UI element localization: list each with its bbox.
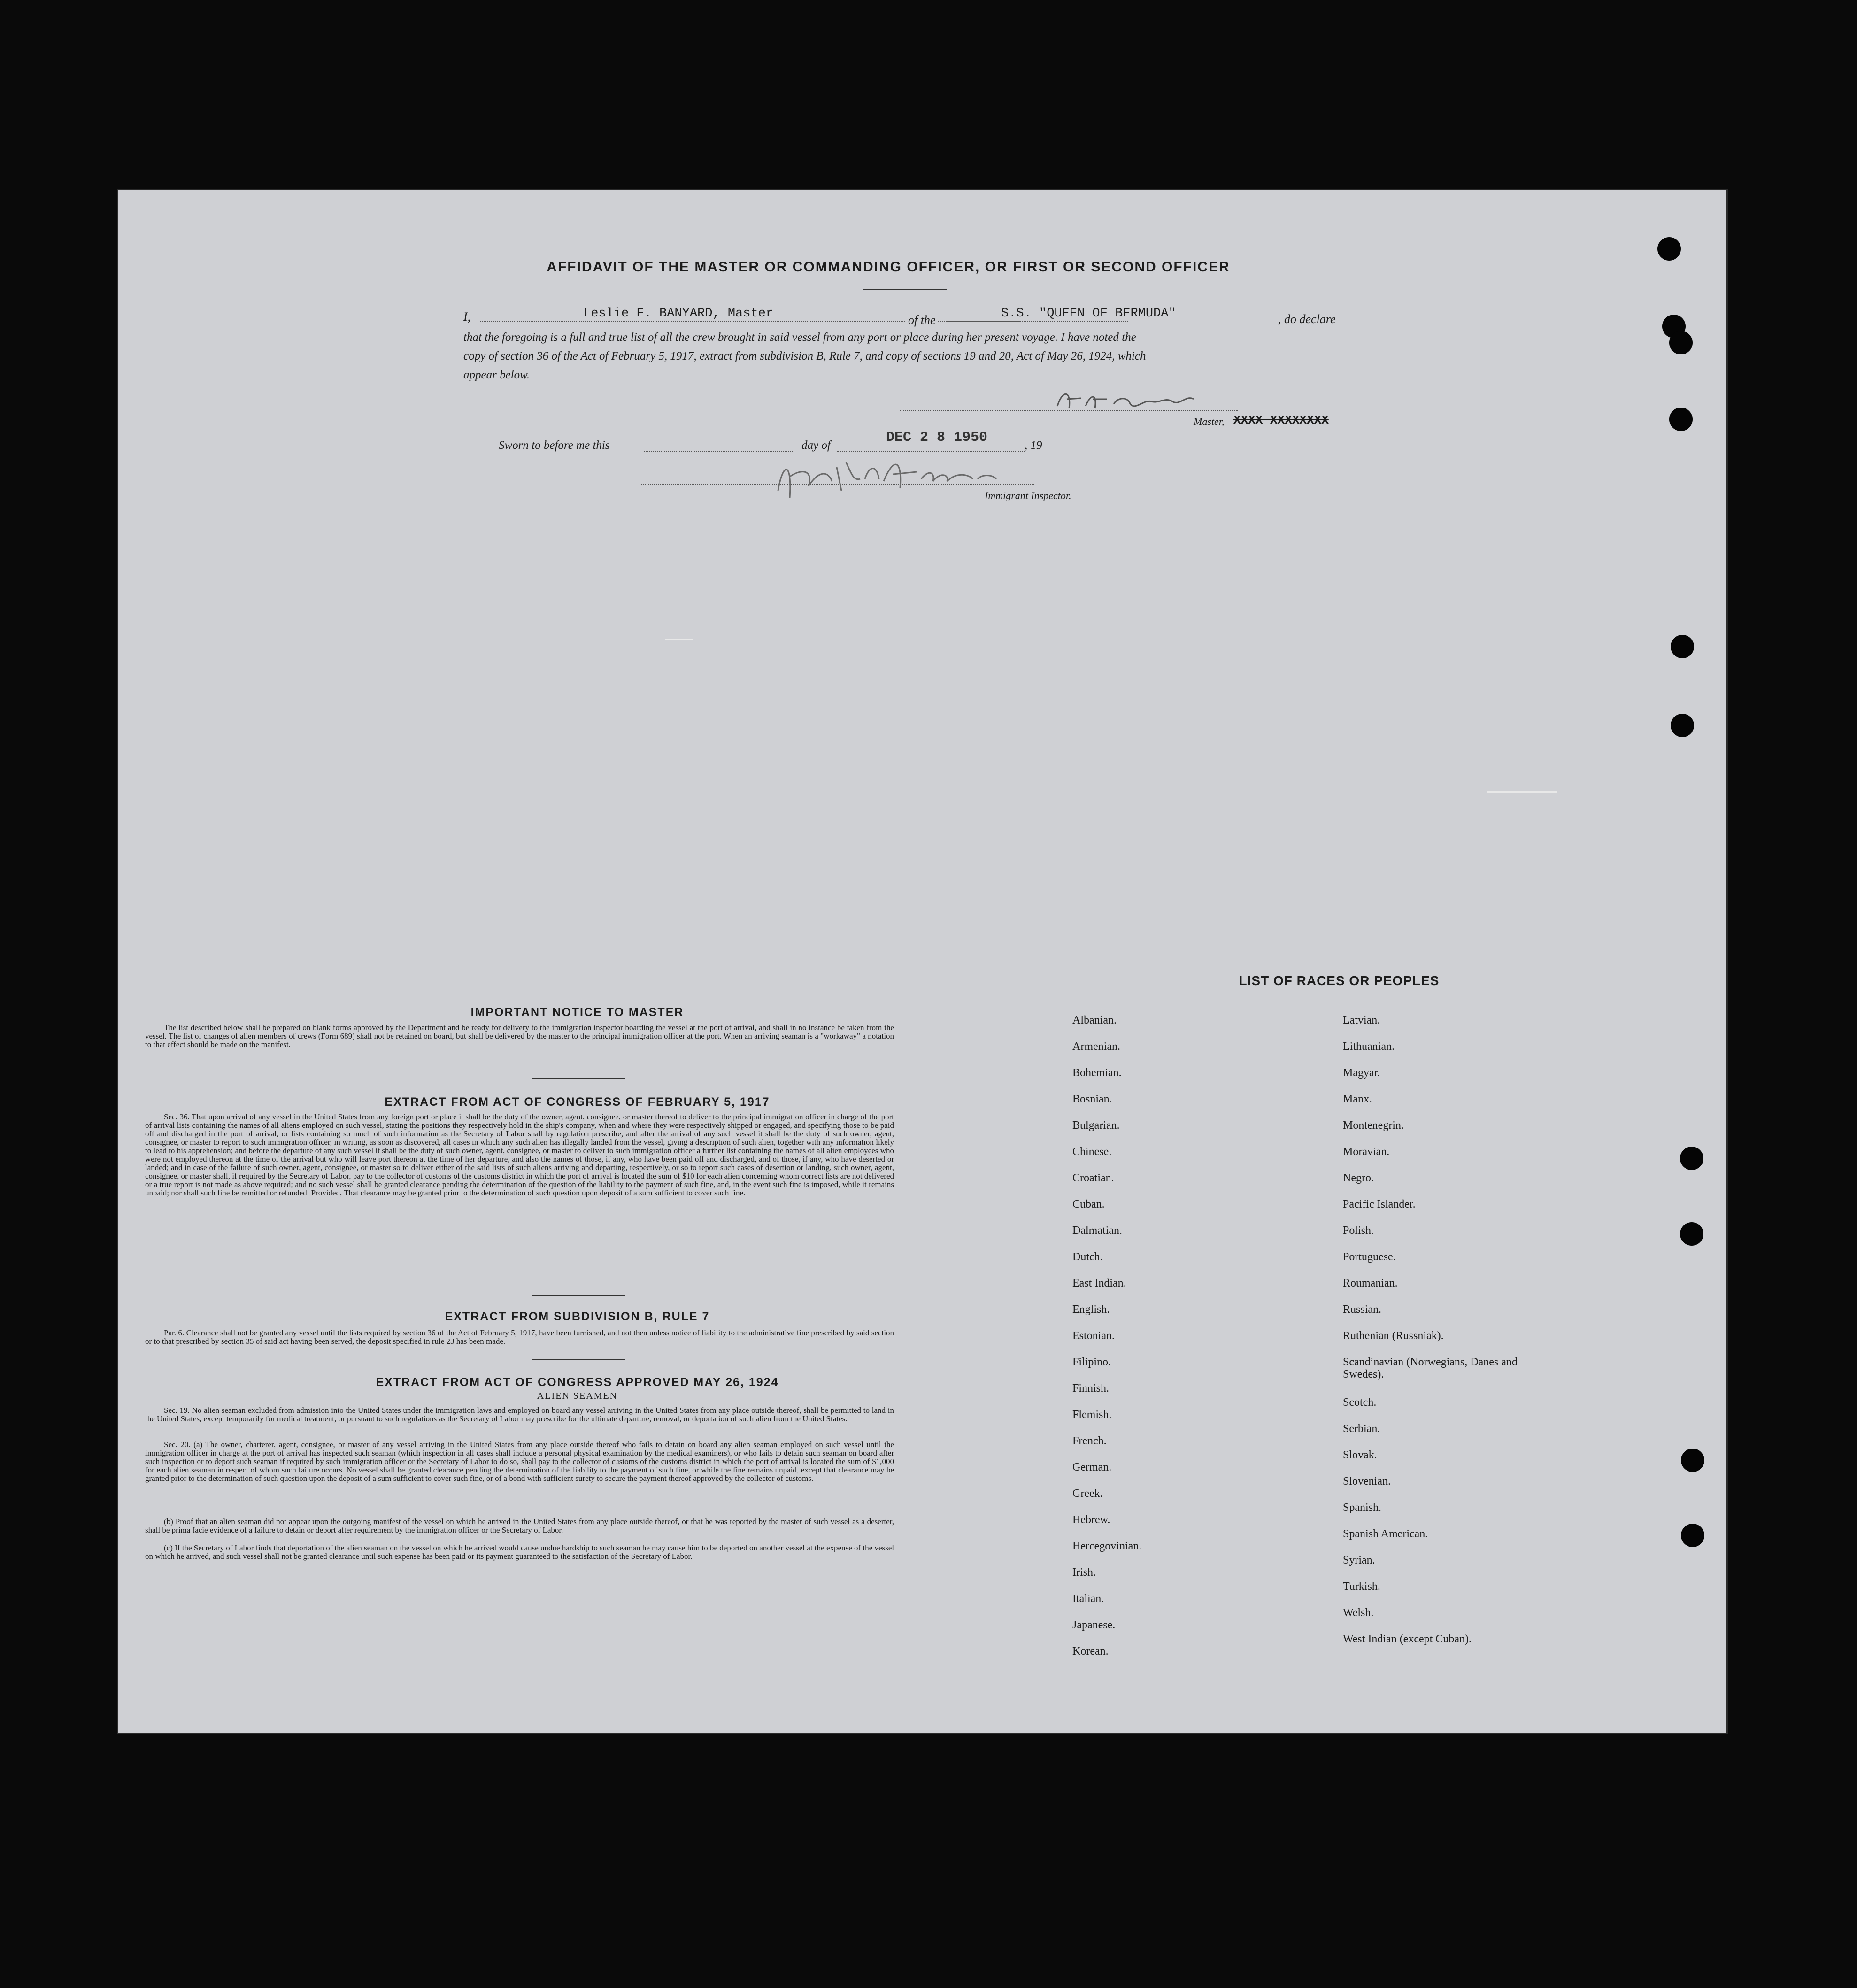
punch-hole (1669, 331, 1693, 354)
master-signature (1053, 385, 1203, 418)
race-item: Japanese. (1072, 1619, 1116, 1631)
race-item: Estonian. (1072, 1330, 1115, 1342)
alien-seamen-subtitle: ALIEN SEAMEN (537, 1391, 618, 1401)
race-item: Lithuanian. (1343, 1040, 1395, 1053)
extract-1917-body: Sec. 36. That upon arrival of any vessel in the United States from any foreign port or place it shall be the duty of the owner, agent, consignee, or master thereof to deliver to the principal immigration officer in charge of the port of arrival lists containing the names of all aliens employed on such vessel, stating the positions they respectively hold in the ship's company, when and where they were respectively shipped or engaged, and specifying those to be paid off and discharged in the port of arrival; or lists containing so much of such information as the Secretary of Labor shall by regulation prescribe; and after the arrival of any such vessel it shall be the duty of such owner, agent, consignee, or master to report to such immigration officer, in writing, as soon as discovered, all cases in which any such alien has illegally landed from the vessel, giving a description of such alien, together with any information likely to lead to his apprehension; and before the departure of any such vessel it shall be the duty of such owner, agent, consignee, or master to deliver to such immigration officer a further list containing the names of all alien employees who were not employed thereon at the time of the arrival but who will leave port thereon at the time of her departure, and also the names of those, if any, who have been paid off and discharged, and of those, if any, who have deserted or landed; and in case of the failure of such owner, agent, consignee, or master so to deliver either of the said lists of such aliens arriving and departing, respectively, or so to report such cases of desertion or landing, such owner, agent, consignee, or master shall, if required by the Secretary of Labor, pay to the collector of customs of the customs district in which the port of arrival is located the sum of $10 for each alien concerning whom correct lists are not delivered or a true report is not made as above required; and no such vessel shall be granted clearance pending the determination of the question of the liability to the payment of such fine, and, in the event such fine is imposed, while it remains unpaid; nor shall such fine be remitted or refunded: Provided, That clearance may be granted prior to the determination of such question upon deposit of a sum sufficient to cover such fine. (145, 1112, 894, 1197)
document-page (118, 190, 1726, 1733)
race-item: Turkish. (1343, 1580, 1380, 1593)
race-item: West Indian (except Cuban). (1343, 1633, 1472, 1645)
sec19-body: Sec. 19. No alien seaman excluded from admission into the United States under the immigration laws and employed on board any vessel arriving in the United States from any place outside thereof, shall be permitted to land in the United States, except temporarily for medical treatment, or pursuant to such regulations as the Secretary of Labor may prescribe for the ultimate departure, removal, or deportation of such alien from the United States. (145, 1406, 894, 1423)
sec20c-body: (c) If the Secretary of Labor finds that deportation of the alien seaman on the vessel on which he arrived would cause undue hardship to such seaman he may cause him to be deported on another vessel at the expense of the vessel on which he arrived, and such vessel shall not be granted clearance until such expense has been paid or its payment guaranteed to the satisfaction of the Secretary of Labor. (145, 1543, 894, 1561)
race-item: French. (1072, 1435, 1107, 1447)
sec20a-body: Sec. 20. (a) The owner, charterer, agent, consignee, or master of any vessel arriving in the United States from any place outside thereof who fails to detain on board any alien seaman employed on such vessel until the immigration officer in charge at the port of arrival has inspected such seaman (which inspection in all cases shall include a personal physical examination by the medical examiners), or who fails to detain such seaman on board after such inspection or to deport such seaman if required by such immigration officer or the Secretary of Labor to do so, shall pay to the collector of customs of the customs district in which the port of arrival is located the sum of $1,000 for each alien seaman in respect of whom such failure occurs. No vessel shall be granted clearance pending the determination of the liability to the payment of such fine, or while the fine remains unpaid, except that clearance may be granted prior to the determination of such question upon the deposit of a sum sufficient to cover such fine, or of a bond with sufficient surety to secure the payment thereof approved by the collector of customs. (145, 1440, 894, 1483)
race-item: Manx. (1343, 1093, 1372, 1105)
notice-body: The list described below shall be prepared on blank forms approved by the Department and be ready for delivery to the immigration inspector boarding the vessel at the port of arrival, and shall in no instance be taken from the vessel. The list of changes of alien members of crews (Form 689) shall not be retained on board, but shall be delivered by the master to the principal immigration officer at the port. When an arriving seaman is a "workaway" a notation to that effect should be made on the manifest. (145, 1023, 894, 1049)
affidavit-line-3: appear below. (463, 369, 530, 381)
affidavit-line-1: that the foregoing is a full and true list of all the crew brought in said vessel from any port or place during her present voyage. I have noted the (463, 331, 1136, 344)
race-item: Italian. (1072, 1593, 1104, 1605)
race-item: Scandinavian (Norwegians, Danes and Swedes). (1343, 1356, 1518, 1380)
race-item: Dutch. (1072, 1251, 1103, 1263)
vessel-line (947, 321, 1128, 322)
punch-hole (1669, 408, 1693, 431)
race-item: Syrian. (1343, 1554, 1375, 1566)
notice-divider (532, 1078, 625, 1079)
race-item: Armenian. (1072, 1040, 1120, 1053)
race-item: Bohemian. (1072, 1067, 1122, 1079)
race-item: Portuguese. (1343, 1251, 1396, 1263)
sec20b-body: (b) Proof that an alien seaman did not appear upon the outgoing manifest of the vessel on which he arrived in the United States from any place outside thereof, or that he was reported by the master of such vessel as a deserter, shall be prima facie evidence of a failure to detain or deport after requirement by the immigration officer or the Secretary of Labor. (145, 1517, 894, 1534)
race-item: Serbian. (1343, 1423, 1380, 1435)
race-item: Hercegovinian. (1072, 1540, 1142, 1552)
race-item: Ruthenian (Russniak). (1343, 1330, 1444, 1342)
date-line (837, 451, 1025, 452)
race-item: Scotch. (1343, 1396, 1377, 1409)
race-item: Bosnian. (1072, 1093, 1112, 1105)
race-item: Cuban. (1072, 1198, 1105, 1210)
affidavit-line-2: copy of section 36 of the Act of February 5, 1917, extract from subdivision B, Rule 7, and copy of sections 19 and 20, Act of May 26, 1924, which (463, 350, 1146, 362)
race-item: Magyar. (1343, 1067, 1380, 1079)
race-item: Finnish. (1072, 1382, 1110, 1395)
race-item: Bulgarian. (1072, 1119, 1120, 1132)
punch-hole (1657, 237, 1681, 261)
affidavit-title: AFFIDAVIT OF THE MASTER OR COMMANDING OFFICER, OR FIRST OR SECOND OFFICER (547, 259, 1230, 275)
name-line (478, 321, 1020, 322)
race-item: Albanian. (1072, 1014, 1117, 1026)
rule7-title: EXTRACT FROM SUBDIVISION B, RULE 7 (445, 1310, 710, 1323)
race-item: Flemish. (1072, 1409, 1112, 1421)
punch-hole (1671, 714, 1694, 737)
race-item: Spanish American. (1343, 1528, 1428, 1540)
punch-hole (1681, 1449, 1704, 1472)
extract-1924-title: EXTRACT FROM ACT OF CONGRESS APPROVED MAY 26, 1924 (376, 1376, 779, 1389)
inspector-label: Immigrant Inspector. (985, 490, 1071, 501)
punch-hole (1681, 1524, 1704, 1547)
date-stamp: DEC 2 8 1950 (886, 430, 988, 446)
race-item: Roumanian. (1343, 1277, 1398, 1289)
of-the-label: of the (906, 313, 938, 327)
race-item: Moravian. (1343, 1146, 1390, 1158)
race-item: Spanish. (1343, 1502, 1382, 1514)
rule7-body: Par. 6. Clearance shall not be granted any vessel until the lists required by section 36 of the Act of February 5, 1917, have been furnished, and not then unless notice of liability to the administrative fine prescribed by said section or to that prescribed by section 35 of said act having been served, the deposit specified in rule 23 has been made. (145, 1328, 894, 1346)
race-item: English. (1072, 1303, 1110, 1316)
title-divider (863, 289, 947, 290)
race-item: Chinese. (1072, 1146, 1112, 1158)
scan-speck (1487, 791, 1557, 793)
race-item: Latvian. (1343, 1014, 1380, 1026)
punch-hole (1680, 1147, 1703, 1170)
races-title: LIST OF RACES OR PEOPLES (1239, 973, 1440, 988)
master-label: Master, (1194, 416, 1225, 427)
day-of-label: day of (801, 439, 831, 452)
notice-title: IMPORTANT NOTICE TO MASTER (470, 1006, 684, 1019)
race-item: Slovak. (1343, 1449, 1377, 1461)
race-item: East Indian. (1072, 1277, 1126, 1289)
race-item: Croatian. (1072, 1172, 1114, 1184)
sworn-label: Sworn to before me this (499, 439, 610, 452)
race-item: Welsh. (1343, 1607, 1374, 1619)
race-item: Korean. (1072, 1645, 1109, 1657)
sworn-day-line (644, 451, 794, 452)
scan-speck (665, 639, 693, 640)
race-item: Greek. (1072, 1487, 1103, 1500)
race-item: Polish. (1343, 1225, 1374, 1237)
extract-1917-divider (532, 1295, 625, 1296)
do-declare: , do declare (1278, 312, 1336, 326)
extract-1917-title: EXTRACT FROM ACT OF CONGRESS OF FEBRUARY 5, 1917 (385, 1095, 770, 1109)
race-item: Dalmatian. (1072, 1225, 1122, 1237)
i-label: I, (463, 310, 471, 324)
rule7-divider (532, 1359, 625, 1360)
race-item: Montenegrin. (1343, 1119, 1404, 1132)
race-item: Russian. (1343, 1303, 1382, 1316)
year-suffix: , 19 (1025, 439, 1042, 452)
master-name: Leslie F. BANYARD, Master (583, 307, 774, 321)
race-item: Irish. (1072, 1566, 1096, 1579)
race-item: Slovenian. (1343, 1475, 1391, 1487)
vessel-name: S.S. "QUEEN OF BERMUDA" (1001, 307, 1176, 321)
race-item: Hebrew. (1072, 1514, 1110, 1526)
race-item: Negro. (1343, 1172, 1374, 1184)
race-item: Filipino. (1072, 1356, 1111, 1368)
race-item: German. (1072, 1461, 1112, 1473)
punch-hole (1671, 635, 1694, 658)
race-item: Pacific Islander. (1343, 1198, 1416, 1210)
punch-hole (1680, 1222, 1703, 1246)
master-strikeout: XXXX XXXXXXXX (1233, 413, 1329, 427)
